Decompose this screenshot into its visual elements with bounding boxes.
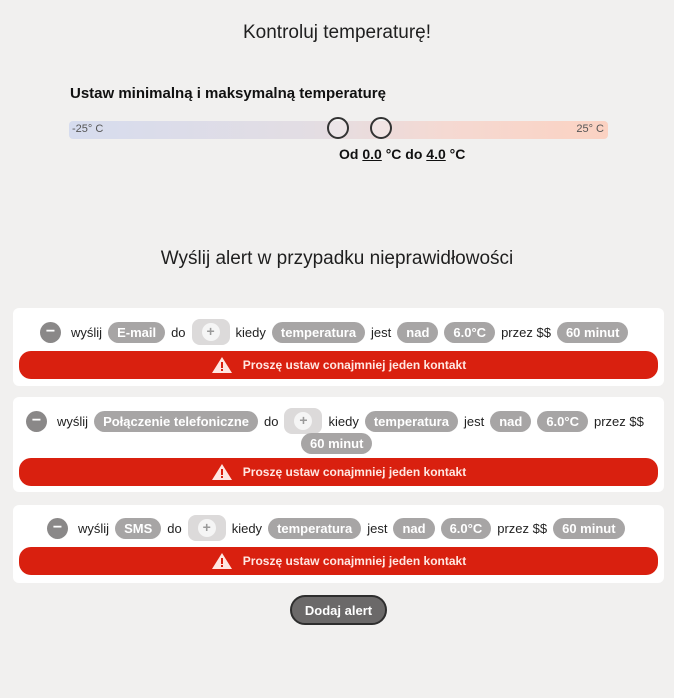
channel-select[interactable]: E-mail — [108, 322, 165, 343]
contact-error — [19, 351, 658, 379]
is-label: jest — [463, 413, 485, 429]
duration-select[interactable]: 60 minut — [553, 518, 624, 539]
min-temp-handle[interactable] — [327, 117, 349, 139]
duration-select[interactable]: 60 minut — [301, 433, 372, 454]
metric-select[interactable]: temperatura — [365, 411, 458, 432]
alerts-section-title: Wyślij alert w przypadku nieprawidłowości — [160, 248, 514, 269]
alert-card — [13, 397, 664, 492]
metric-select[interactable]: temperatura — [272, 322, 365, 343]
warning-icon — [211, 356, 233, 374]
alert-card — [13, 308, 664, 386]
max-temp-value: 4.0 — [426, 146, 446, 162]
threshold-select[interactable]: 6.0°C — [441, 518, 492, 539]
when-label: kiedy — [231, 520, 263, 536]
error-text: Proszę ustaw conajmniej jeden kontakt — [242, 358, 467, 372]
threshold-select[interactable]: 6.0°C — [537, 411, 588, 432]
channel-select[interactable]: Połączenie telefoniczne — [94, 411, 258, 432]
to-label: do — [171, 324, 186, 340]
range-heading: Ustaw minimalną i maksymalną temperaturę — [70, 85, 386, 102]
max-temp-handle[interactable] — [370, 117, 392, 139]
send-label: wyślij — [71, 324, 103, 340]
duration-select[interactable]: 60 minut — [557, 322, 628, 343]
range-min-label: -25° C — [72, 123, 104, 135]
plus-icon: + — [202, 323, 220, 341]
alert-card — [13, 505, 664, 583]
add-contact-button[interactable] — [192, 319, 230, 345]
condition-select[interactable]: nad — [393, 518, 434, 539]
remove-alert-button[interactable]: − — [47, 518, 68, 539]
condition-select[interactable]: nad — [490, 411, 531, 432]
channel-select[interactable]: SMS — [115, 518, 161, 539]
plus-icon: + — [294, 412, 312, 430]
is-label: jest — [367, 520, 388, 536]
error-text: Proszę ustaw conajmniej jeden kontakt — [242, 465, 467, 479]
for-label: przez $$ — [594, 413, 644, 429]
readout-unit-to: °C do — [385, 146, 423, 162]
contact-error — [19, 547, 658, 575]
add-contact-button[interactable] — [284, 408, 322, 434]
readout-unit: °C — [449, 146, 466, 162]
contact-error — [19, 458, 658, 486]
remove-alert-button[interactable]: − — [26, 411, 47, 432]
condition-select[interactable]: nad — [397, 322, 438, 343]
error-text: Proszę ustaw conajmniej jeden kontakt — [242, 554, 467, 568]
range-max-label: 25° C — [576, 123, 604, 135]
send-label: wyślij — [78, 520, 110, 536]
for-label: przez $$ — [501, 324, 551, 340]
is-label: jest — [371, 324, 392, 340]
warning-icon — [211, 552, 233, 570]
add-contact-button[interactable] — [188, 515, 226, 541]
plus-icon: + — [198, 519, 216, 537]
warning-icon — [211, 463, 233, 481]
to-label: do — [264, 413, 279, 429]
threshold-select[interactable]: 6.0°C — [444, 322, 495, 343]
metric-select[interactable]: temperatura — [268, 518, 361, 539]
min-temp-value: 0.0 — [362, 146, 382, 162]
range-readout — [339, 146, 465, 162]
readout-from: Od — [339, 146, 359, 162]
remove-alert-button[interactable]: − — [40, 322, 61, 343]
when-label: kiedy — [328, 413, 359, 429]
add-alert-button[interactable]: Dodaj alert — [290, 595, 387, 625]
to-label: do — [167, 520, 182, 536]
for-label: przez $$ — [497, 520, 548, 536]
when-label: kiedy — [235, 324, 266, 340]
send-label: wyślij — [57, 413, 89, 429]
page-title: Kontroluj temperaturę! — [243, 22, 431, 43]
